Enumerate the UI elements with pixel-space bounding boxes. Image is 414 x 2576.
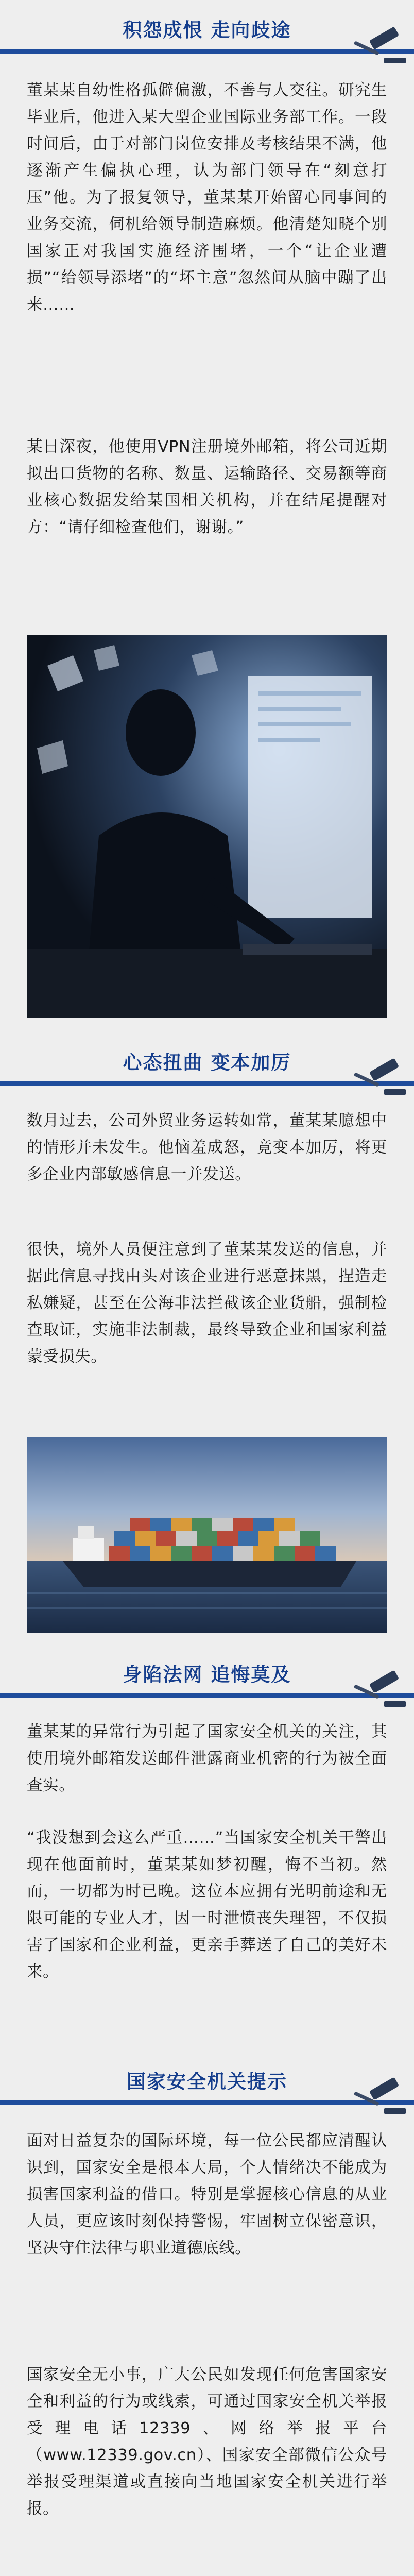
section-title: 积怨成恨 走向歧途 (123, 19, 291, 41)
paragraph: “我没想到会这么严重……”当国家安全机关干警出现在他面前时，董某某如梦初醒，悔不当初。然而，一切都为时已晚。这位本应拥有光明前途和无限可能的专业人才，因一时泄愤丧失理智，不仅损害了国家和企业利益，更亲手葬送了自己的美好未来。 (27, 1829, 387, 1981)
gavel-icon (348, 1668, 410, 1712)
illustration-cargo-ship (27, 1437, 387, 1633)
paragraph: 很快，境外人员便注意到了董某某发送的信息，并据此信息寻找由头对该企业进行恶意抹黑，捏造走私嫌疑，甚至在公海非法拦截该企业货船，强制检查取证，实施非法制裁，最终导致企业和国家利益蒙受损失。 (27, 1241, 387, 1366)
paragraph: 面对日益复杂的国际环境，每一位公民都应清醒认识到，国家安全是根本大局，个人情绪决不能成为损害国家利益的借口。特别是掌握核心信息的从业人员，更应该时刻保持警惕，牢固树立保密意识，坚决守住法律与职业道德底线。 (27, 2132, 387, 2257)
paragraph: 董某某的异常行为引起了国家安全机关的关注，其使用境外邮箱发送邮件泄露商业机密的行为被全面查实。 (27, 1723, 387, 1794)
paragraph: 某日深夜，他使用VPN注册境外邮箱，将公司近期拟出口货物的名称、数量、运输路径、交易额等商业核心数据发给某国相关机构，并在结尾提醒对方：“请仔细检查他们，谢谢。” (27, 438, 387, 536)
section-header (0, 1036, 414, 1097)
gavel-icon (348, 1056, 410, 1100)
paragraph: 董某某自幼性格孤僻偏激，不善与人交往。研究生毕业后，他进入某大型企业国际业务部工作。一段时间后，由于对部门岗位安排及考核结果不满，他逐渐产生偏执心理，认为部门领导在“刻意打压”他。为了报复领导，董某某开始留心同事间的业务交流，伺机给领导制造麻烦。他清楚知晓个别国家正对我国实施经济围堵，一个“让企业遭损”“给领导添堵”的“坏主意”忽然间从脑中蹦了出来…… (27, 81, 387, 314)
section-header (0, 1648, 414, 1709)
gavel-icon (348, 25, 410, 69)
section-header (0, 0, 414, 62)
section-title: 身陷法网 追悔莫及 (123, 1664, 291, 1686)
section-header (0, 2055, 414, 2116)
section-title: 心态扭曲 变本加厉 (123, 1052, 291, 1074)
illustration-man-at-computer (27, 635, 387, 1018)
paragraph: 国家安全无小事，广大公民如发现任何危害国家安全和利益的行为或线索，可通过国家安全机关举报受理电话12339、网络举报平台（www.12339.gov.cn）、国家安全部微信公众号举报受理渠道或直接向当地国家安全机关进行举报。 (27, 2366, 387, 2518)
paragraph: 数月过去，公司外贸业务运转如常，董某某臆想中的情形并未发生。他恼羞成怒，竟变本加厉，将更多企业内部敏感信息一并发送。 (27, 1112, 387, 1183)
gavel-icon (348, 2075, 410, 2119)
section-title: 国家安全机关提示 (127, 2071, 287, 2093)
